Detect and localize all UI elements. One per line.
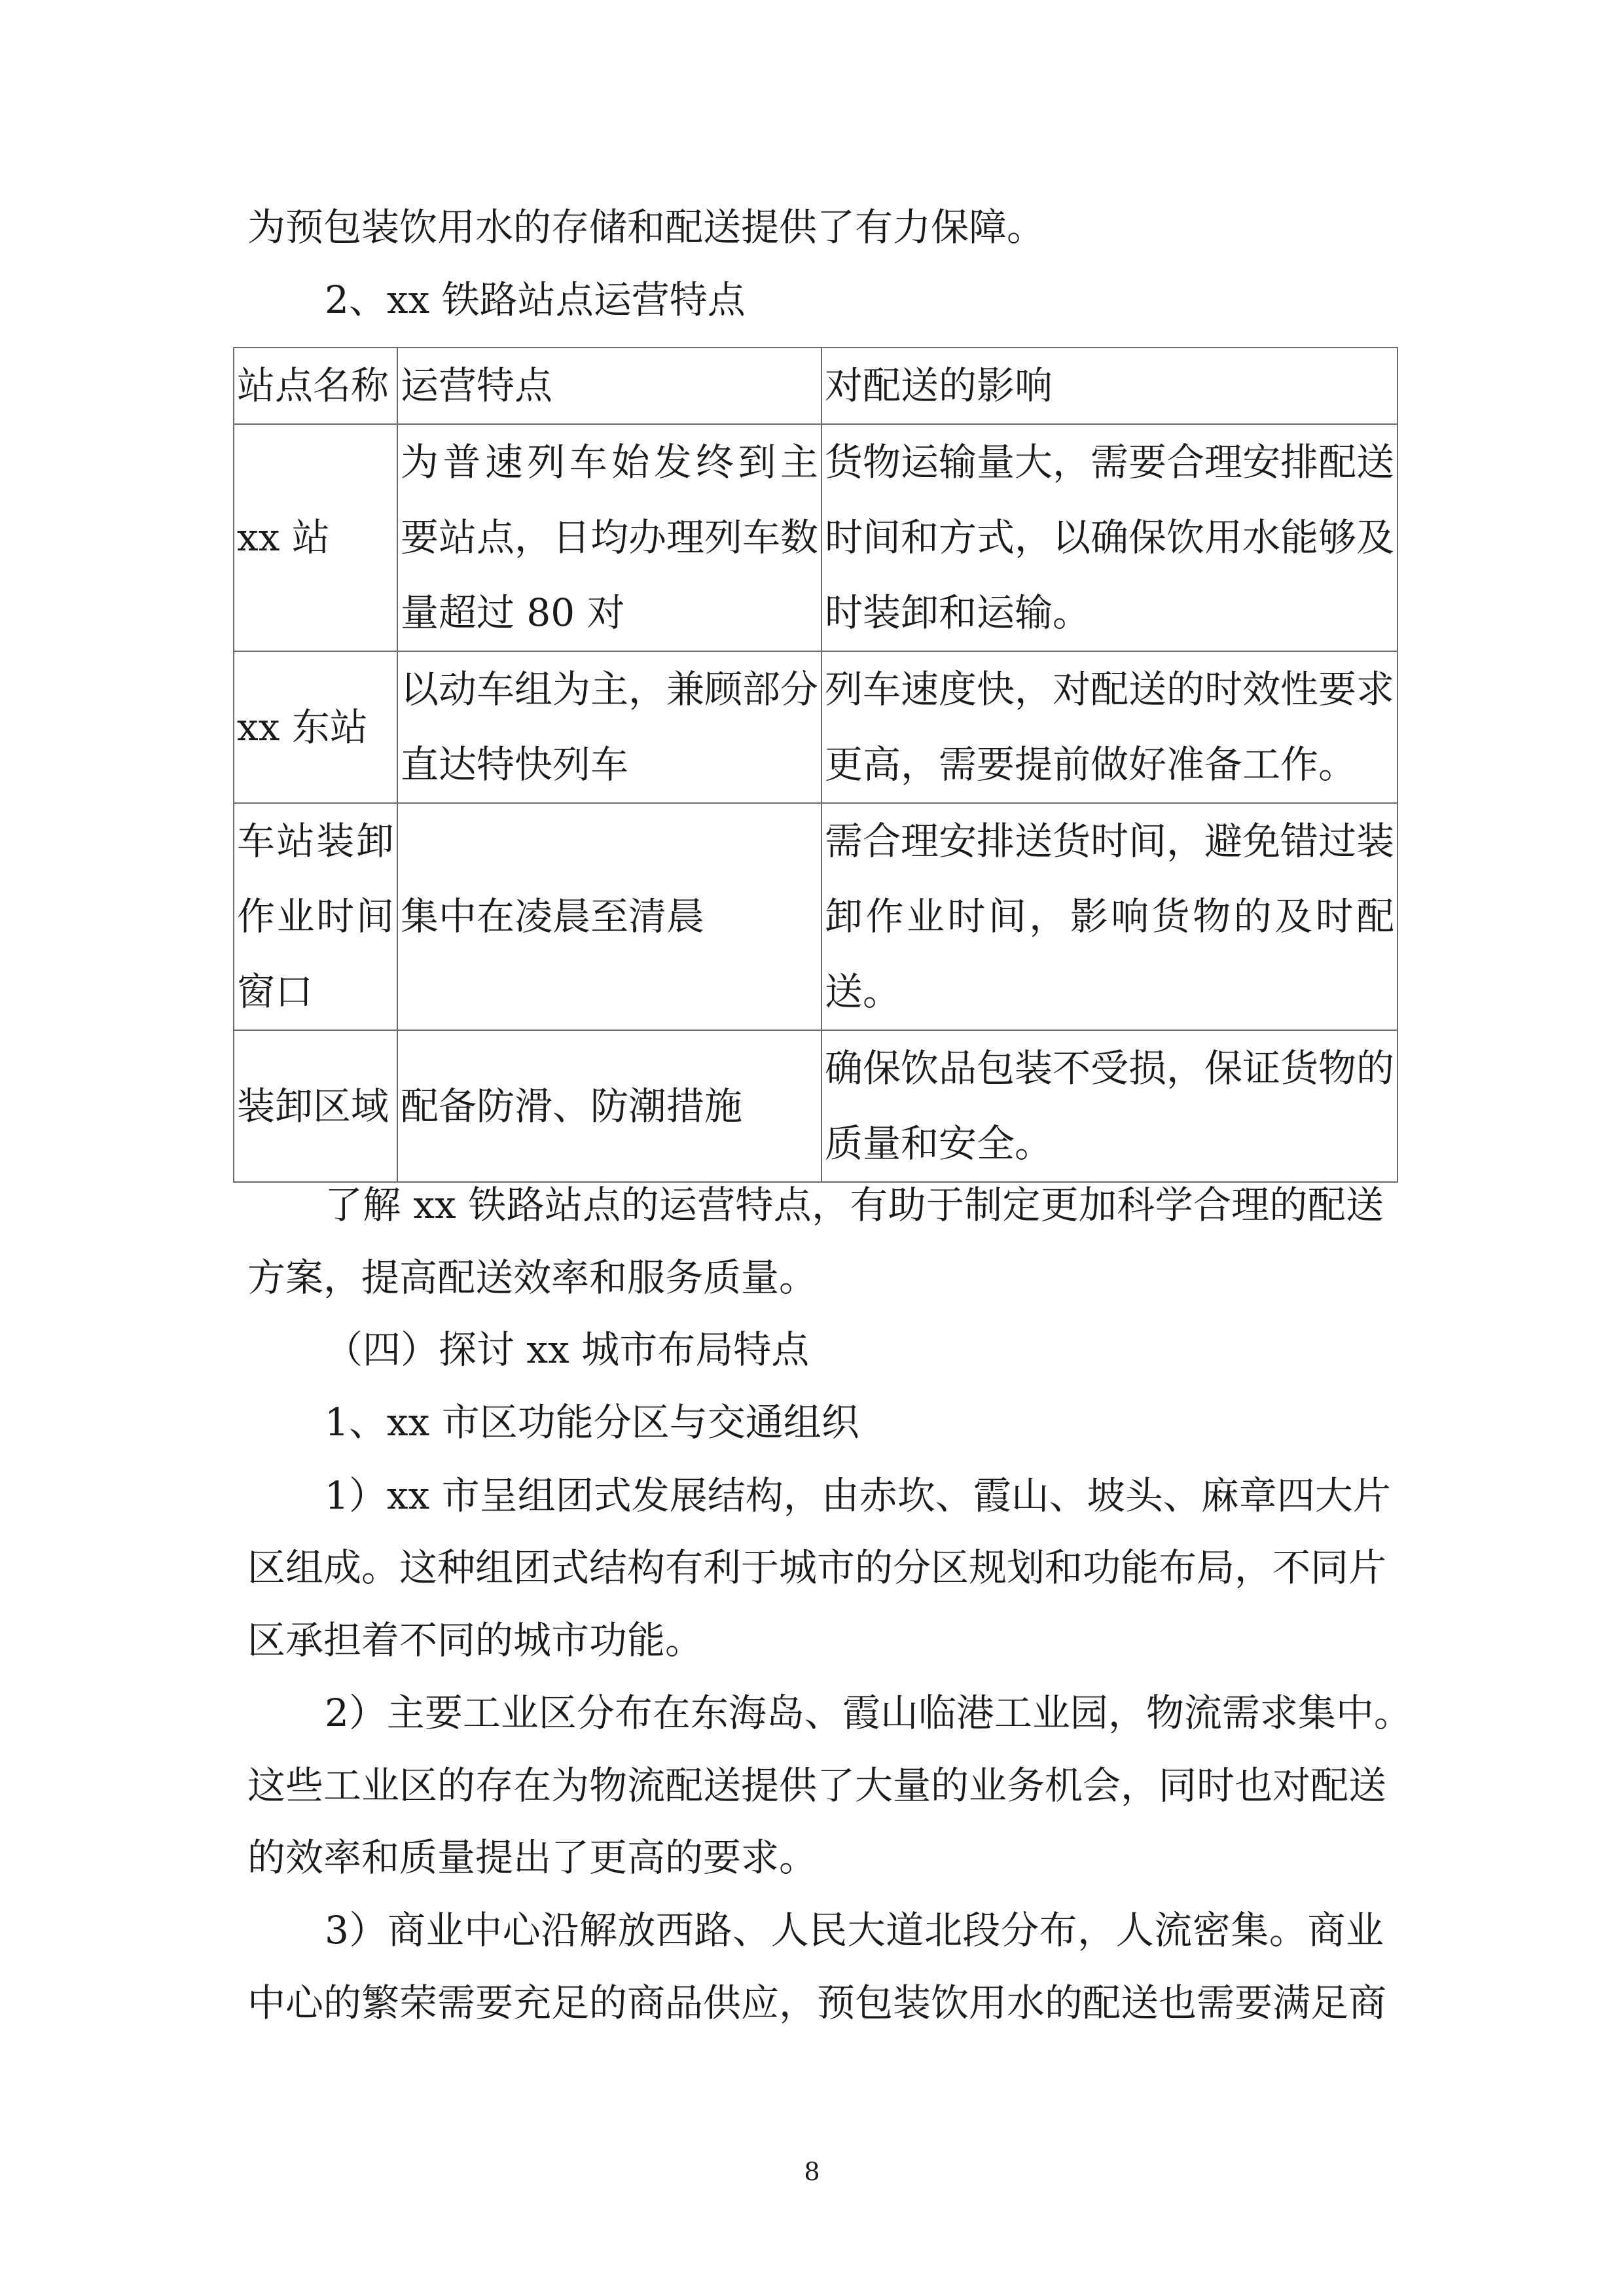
cell-line: 质量和安全。 [824, 1121, 1053, 1166]
summary-line-2: 方案，提高配送效率和服务质量。 [247, 1255, 818, 1300]
cell-line: xx 站 [237, 515, 330, 560]
cell-line: 量超过 80 对 [400, 590, 625, 635]
document-page [237, 0, 1412, 2296]
table-header-row [234, 348, 1398, 424]
feature-cell [397, 1030, 821, 1182]
table-row [234, 1030, 1398, 1182]
cell-line: 为普速列车始发终到主 [400, 440, 818, 484]
station-operations-table [233, 347, 1398, 1183]
cell-line: 车站装卸 [237, 819, 394, 863]
paragraph-1-line-3: 区承担着不同的城市功能。 [247, 1618, 704, 1662]
impact-cell [821, 1030, 1398, 1182]
table-row [234, 424, 1398, 651]
cell-line: 窗口 [237, 969, 314, 1014]
cell-line: 直达特快列车 [400, 742, 628, 787]
section-title: 2、xx 铁路站点运营特点 [325, 278, 746, 322]
table-row [234, 651, 1398, 803]
cell-line: 作业时间 [237, 894, 394, 939]
cell-line: 送。 [824, 969, 901, 1014]
paragraph-2-line-2: 这些工业区的存在为物流配送提供了大量的业务机会，同时也对配送 [247, 1763, 1387, 1808]
cell-line: 列车速度快，对配送的时效性要求 [824, 667, 1394, 711]
paragraph-1-line-2: 区组成。这种组团式结构有利于城市的分区规划和功能布局，不同片 [247, 1545, 1387, 1590]
cell-line: xx 东站 [237, 704, 368, 749]
cell-line: 配备防滑、防潮措施 [400, 1083, 742, 1128]
station-name-cell [234, 1030, 397, 1182]
paragraph-3-line-1: 3）商业中心沿解放西路、人民大道北段分布，人流密集。商业 [325, 1908, 1384, 1952]
continuation-text: 为预包装饮用水的存储和配送提供了有力保障。 [247, 205, 1045, 249]
paragraph-3-line-2: 中心的繁荣需要充足的商品供应，预包装饮用水的配送也需要满足商 [247, 1981, 1387, 2025]
feature-cell [397, 424, 821, 651]
cell-line: 以动车组为主，兼顾部分 [400, 667, 818, 711]
paragraph-2-line-3: 的效率和质量提出了更高的要求。 [247, 1835, 818, 1880]
station-name-cell [234, 424, 397, 651]
cell-line: 时装卸和运输。 [824, 590, 1091, 635]
heading-section-4: （四）探讨 xx 城市布局特点 [325, 1327, 810, 1372]
page-number: 8 [804, 2157, 820, 2186]
header-cell: 运营特点 [397, 348, 821, 424]
station-name-cell [234, 803, 397, 1030]
summary-line-1: 了解 xx 铁路站点的运营特点，有助于制定更加科学合理的配送 [325, 1183, 1384, 1227]
header-cell: 对配送的影响 [821, 348, 1398, 424]
cell-line: 集中在凌晨至清晨 [400, 894, 704, 939]
subheading-1: 1、xx 市区功能分区与交通组织 [325, 1400, 859, 1444]
impact-cell [821, 651, 1398, 803]
header-cell: 站点名称 [234, 348, 397, 424]
paragraph-2-line-1: 2）主要工业区分布在东海岛、霞山临港工业园，物流需求集中。 [325, 1691, 1412, 1735]
cell-line: 货物运输量大，需要合理安排配送 [824, 440, 1394, 484]
impact-cell [821, 803, 1398, 1030]
table-row [234, 803, 1398, 1030]
cell-line: 装卸区域 [237, 1083, 389, 1128]
feature-cell [397, 803, 821, 1030]
cell-line: 要站点，日均办理列车数 [400, 515, 818, 560]
impact-cell [821, 424, 1398, 651]
cell-line: 确保饮品包装不受损，保证货物的 [824, 1046, 1394, 1090]
cell-line: 时间和方式，以确保饮用水能够及 [824, 515, 1394, 560]
cell-line: 需合理安排送货时间，避免错过装 [824, 819, 1394, 863]
station-name-cell [234, 651, 397, 803]
cell-line: 更高，需要提前做好准备工作。 [824, 742, 1356, 787]
feature-cell [397, 651, 821, 803]
cell-line: 卸作业时间，影响货物的及时配 [824, 894, 1394, 939]
paragraph-1-line-1: 1）xx 市呈组团式发展结构，由赤坎、霞山、坡头、麻章四大片 [325, 1473, 1391, 1518]
